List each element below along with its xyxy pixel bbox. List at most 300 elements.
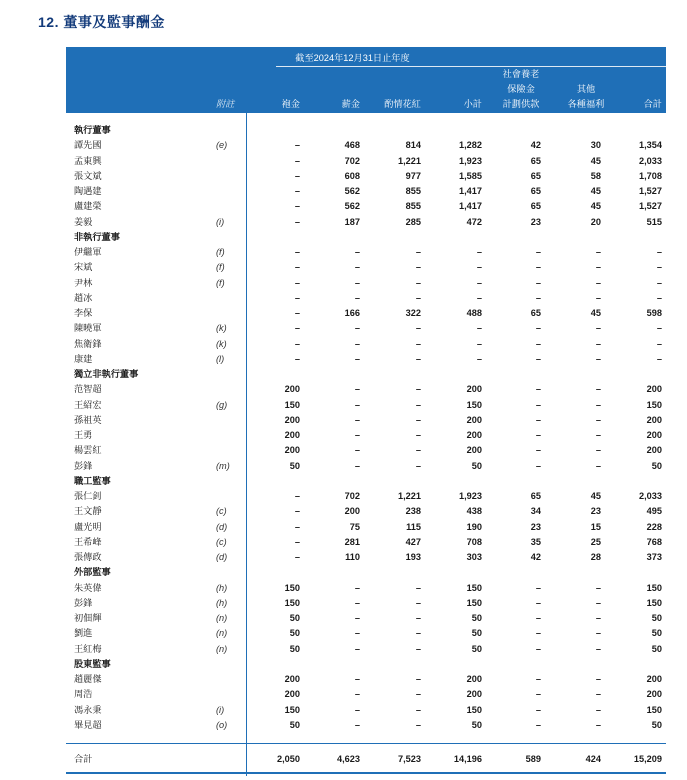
table-row <box>66 703 666 718</box>
value-cell: 1,708 <box>639 170 662 181</box>
col-total-header: 合計 <box>643 99 662 109</box>
value-cell: 50 <box>651 460 662 471</box>
person-name: 楊雲紅 <box>74 445 102 456</box>
value-cell: 238 <box>405 506 421 517</box>
value-cell: – <box>354 704 360 715</box>
person-name: 彭鋒 <box>74 597 93 608</box>
value-cell: 200 <box>466 445 482 456</box>
value-cell: 45 <box>590 491 601 501</box>
person-name: 伊繼軍 <box>74 247 102 257</box>
value-cell: – <box>415 353 421 364</box>
value-cell: 42 <box>530 552 541 562</box>
value-cell: – <box>415 384 421 395</box>
value-cell: 30 <box>590 140 601 151</box>
value-cell: – <box>294 216 300 227</box>
table-row <box>66 291 666 306</box>
value-cell: 1,282 <box>459 140 482 151</box>
section-heading: 職工監事 <box>74 475 111 486</box>
value-cell: 1,585 <box>459 170 482 181</box>
value-cell: – <box>535 384 541 395</box>
person-name: 康建 <box>74 353 93 364</box>
person-name: 朱英偉 <box>74 582 102 593</box>
table-header <box>66 47 666 113</box>
section-heading-row <box>66 367 666 382</box>
value-cell: – <box>656 277 662 288</box>
value-cell: 50 <box>289 643 300 654</box>
value-cell: – <box>294 140 300 151</box>
value-cell: – <box>595 643 601 654</box>
value-cell: 150 <box>284 597 300 608</box>
value-cell: 50 <box>289 460 300 471</box>
value-cell: – <box>476 247 482 257</box>
value-cell: 150 <box>466 399 482 410</box>
person-name: 王希峰 <box>74 536 102 547</box>
note-ref: (n) <box>216 643 228 654</box>
value-cell: 562 <box>344 201 360 212</box>
value-cell: – <box>294 308 300 318</box>
value-cell: 285 <box>405 216 421 227</box>
value-cell: 2,033 <box>639 155 662 166</box>
value-cell: 150 <box>284 704 300 715</box>
total-row <box>66 752 666 767</box>
value-cell: – <box>595 247 601 257</box>
value-cell: – <box>595 704 601 715</box>
person-name: 趙麗傑 <box>74 674 102 684</box>
table-row <box>66 382 666 397</box>
table-row <box>66 276 666 291</box>
table-row <box>66 626 666 641</box>
note-ref: (f) <box>216 262 225 273</box>
period-heading: 截至2024年12月31日止年度 <box>295 53 410 63</box>
value-cell: 45 <box>590 155 601 166</box>
value-cell: – <box>294 201 300 212</box>
value-cell: – <box>535 689 541 700</box>
value-cell: – <box>535 582 541 593</box>
value-cell: 50 <box>471 628 482 639</box>
table-row <box>66 306 666 321</box>
value-cell: 438 <box>466 506 482 517</box>
value-cell: 50 <box>471 719 482 730</box>
value-cell: – <box>595 338 601 349</box>
note-ref: (d) <box>216 552 228 562</box>
value-cell: – <box>535 597 541 608</box>
value-cell: 488 <box>466 308 482 318</box>
value-cell: – <box>294 491 300 501</box>
value-cell: – <box>354 384 360 395</box>
value-cell: – <box>415 643 421 654</box>
table-row <box>66 687 666 702</box>
value-cell: 200 <box>646 430 662 440</box>
value-cell: – <box>354 689 360 700</box>
value-cell: 150 <box>466 597 482 608</box>
value-cell: 23 <box>530 216 541 227</box>
value-cell: 598 <box>646 308 662 318</box>
value-cell: – <box>354 445 360 456</box>
value-cell: 1,923 <box>459 491 482 501</box>
value-cell: – <box>476 323 482 334</box>
value-cell: 562 <box>344 186 360 196</box>
section-heading-row <box>66 123 666 138</box>
value-cell: 495 <box>646 506 662 517</box>
value-cell: – <box>415 582 421 593</box>
person-name: 張文斌 <box>74 170 102 181</box>
value-cell: 50 <box>651 628 662 639</box>
table-row <box>66 504 666 519</box>
note-ref: (f) <box>216 247 225 257</box>
value-cell: 45 <box>590 186 601 196</box>
value-cell: 50 <box>289 613 300 623</box>
total-rule-top <box>66 743 666 744</box>
value-cell: 150 <box>284 399 300 410</box>
value-cell: 708 <box>466 536 482 547</box>
table-row <box>66 245 666 260</box>
col-pension-header-2: 保險金 <box>507 84 535 94</box>
value-cell: – <box>415 719 421 730</box>
section-heading-row <box>66 565 666 580</box>
value-cell: – <box>656 262 662 273</box>
value-cell: – <box>595 262 601 273</box>
value-cell: 200 <box>284 674 300 684</box>
value-cell: – <box>294 292 300 303</box>
value-cell: 65 <box>530 186 541 196</box>
table-row <box>66 520 666 535</box>
value-cell: 200 <box>466 674 482 684</box>
value-cell: – <box>415 292 421 303</box>
value-cell: 50 <box>471 643 482 654</box>
value-cell: 1,354 <box>639 140 662 151</box>
section-heading: 外部監事 <box>74 567 111 578</box>
value-cell: – <box>595 277 601 288</box>
value-cell: 50 <box>471 460 482 471</box>
col-benefits-header-1: 其他 <box>576 84 596 94</box>
value-cell: – <box>595 323 601 334</box>
value-cell: 45 <box>590 201 601 212</box>
value-cell: – <box>476 292 482 303</box>
note-ref: (n) <box>216 628 228 639</box>
value-cell: – <box>415 414 421 425</box>
value-cell: – <box>595 445 601 456</box>
total-cell: 2,050 <box>277 754 300 764</box>
section-heading-row <box>66 657 666 672</box>
person-name: 趙冰 <box>74 292 93 303</box>
note-ref: (i) <box>216 704 225 715</box>
value-cell: – <box>354 262 360 273</box>
note-ref: (m) <box>216 460 230 471</box>
value-cell: – <box>595 674 601 684</box>
value-cell: – <box>415 628 421 639</box>
value-cell: – <box>476 338 482 349</box>
table-row <box>66 581 666 596</box>
section-heading: 獨立非執行董事 <box>74 369 139 379</box>
value-cell: – <box>595 353 601 364</box>
table-row <box>66 169 666 184</box>
table-row <box>66 352 666 367</box>
col-fees-header: 袍金 <box>281 99 300 109</box>
value-cell: – <box>535 247 541 257</box>
value-cell: – <box>354 643 360 654</box>
value-cell: – <box>294 155 300 166</box>
person-name: 馮永秉 <box>74 704 102 715</box>
note-ref: (c) <box>216 506 227 517</box>
value-cell: – <box>535 719 541 730</box>
value-cell: – <box>656 247 662 257</box>
value-cell: 50 <box>289 719 300 730</box>
person-name: 盧建榮 <box>74 201 102 212</box>
value-cell: 35 <box>530 536 541 547</box>
value-cell: 193 <box>405 552 421 562</box>
value-cell: – <box>294 323 300 334</box>
value-cell: – <box>656 323 662 334</box>
value-cell: 1,923 <box>459 155 482 166</box>
value-cell: – <box>354 613 360 623</box>
value-cell: 150 <box>284 582 300 593</box>
value-cell: – <box>535 628 541 639</box>
person-name: 張傳政 <box>74 552 102 562</box>
person-name: 王勇 <box>74 430 93 440</box>
value-cell: – <box>294 552 300 562</box>
person-name: 盧光明 <box>74 521 102 532</box>
col-bonus-header: 酌情花紅 <box>384 99 421 109</box>
value-cell: – <box>415 338 421 349</box>
section-heading: 執行董事 <box>74 125 111 135</box>
col-subtotal-header: 小計 <box>463 99 482 109</box>
value-cell: – <box>354 338 360 349</box>
note-ref: (g) <box>216 399 228 410</box>
table-row <box>66 260 666 275</box>
table-row <box>66 154 666 169</box>
value-cell: – <box>415 277 421 288</box>
value-cell: 1,527 <box>639 186 662 196</box>
value-cell: – <box>294 353 300 364</box>
table-row <box>66 443 666 458</box>
value-cell: 702 <box>344 491 360 501</box>
value-cell: 468 <box>344 140 360 151</box>
value-cell: 23 <box>590 506 601 517</box>
value-cell: 2,033 <box>639 491 662 501</box>
value-cell: – <box>415 445 421 456</box>
value-cell: – <box>595 597 601 608</box>
value-cell: 45 <box>590 308 601 318</box>
value-cell: 110 <box>345 552 360 562</box>
value-cell: 166 <box>344 308 360 318</box>
value-cell: – <box>354 597 360 608</box>
table-row <box>66 184 666 199</box>
value-cell: 58 <box>590 170 601 181</box>
total-cell: 4,623 <box>337 754 360 764</box>
table-row <box>66 596 666 611</box>
value-cell: 1,417 <box>459 186 482 196</box>
value-cell: 25 <box>590 536 601 547</box>
note-ref: (h) <box>216 597 228 608</box>
note-ref: (l) <box>216 353 225 364</box>
table-row <box>66 337 666 352</box>
value-cell: – <box>595 399 601 410</box>
value-cell: – <box>595 292 601 303</box>
value-cell: – <box>535 704 541 715</box>
value-cell: 65 <box>530 308 541 318</box>
note-ref: (c) <box>216 536 227 547</box>
value-cell: – <box>415 323 421 334</box>
value-cell: 281 <box>344 536 360 547</box>
value-cell: – <box>415 460 421 471</box>
person-name: 王文靜 <box>74 506 102 517</box>
note-ref: (n) <box>216 613 228 623</box>
value-cell: 190 <box>466 521 482 532</box>
period-divider <box>276 66 687 67</box>
value-cell: 150 <box>466 704 482 715</box>
value-cell: 608 <box>344 170 360 181</box>
value-cell: 200 <box>646 384 662 395</box>
value-cell: 187 <box>344 216 360 227</box>
value-cell: 200 <box>284 430 300 440</box>
value-cell: 65 <box>530 170 541 181</box>
note-ref: (e) <box>216 140 228 151</box>
value-cell: – <box>294 186 300 196</box>
value-cell: 200 <box>466 384 482 395</box>
value-cell: – <box>354 292 360 303</box>
note-ref: (f) <box>216 277 225 288</box>
person-name: 陶遇建 <box>74 186 102 196</box>
person-name: 孫祖英 <box>74 414 102 425</box>
value-cell: – <box>595 628 601 639</box>
total-cell: 14,196 <box>453 754 482 764</box>
value-cell: – <box>656 292 662 303</box>
total-cell: 424 <box>585 754 601 764</box>
value-cell: 200 <box>284 384 300 395</box>
value-cell: – <box>294 536 300 547</box>
value-cell: 200 <box>466 430 482 440</box>
value-cell: – <box>294 262 300 273</box>
value-cell: – <box>354 628 360 639</box>
value-cell: – <box>656 353 662 364</box>
value-cell: – <box>294 506 300 517</box>
value-cell: – <box>535 460 541 471</box>
value-cell: 150 <box>466 582 482 593</box>
value-cell: 150 <box>646 399 662 410</box>
value-cell: – <box>535 674 541 684</box>
person-name: 姜毅 <box>74 216 93 227</box>
value-cell: 200 <box>466 689 482 700</box>
value-cell: – <box>294 338 300 349</box>
value-cell: 115 <box>406 521 421 532</box>
value-cell: – <box>415 597 421 608</box>
value-cell: 1,221 <box>398 491 421 501</box>
value-cell: – <box>294 521 300 532</box>
value-cell: 34 <box>530 506 541 517</box>
person-name: 譚先國 <box>74 140 102 151</box>
value-cell: 200 <box>284 689 300 700</box>
col-benefits-header-2: 各種福利 <box>567 99 605 109</box>
person-name: 王紹宏 <box>74 399 102 410</box>
value-cell: 42 <box>530 140 541 151</box>
person-name: 彭鋒 <box>74 460 93 471</box>
value-cell: 200 <box>646 414 662 425</box>
person-name: 張仁釗 <box>74 491 102 501</box>
value-cell: – <box>595 414 601 425</box>
value-cell: 1,221 <box>398 155 421 166</box>
value-cell: – <box>535 323 541 334</box>
value-cell: 65 <box>530 155 541 166</box>
value-cell: – <box>354 719 360 730</box>
note-ref: (k) <box>216 323 227 334</box>
value-cell: – <box>535 338 541 349</box>
table-row <box>66 428 666 443</box>
table-row <box>66 459 666 474</box>
value-cell: – <box>535 445 541 456</box>
value-cell: – <box>415 613 421 623</box>
value-cell: – <box>354 414 360 425</box>
value-cell: – <box>354 399 360 410</box>
value-cell: – <box>595 613 601 623</box>
value-cell: 200 <box>284 414 300 425</box>
table-row <box>66 413 666 428</box>
page-title: 12. 董事及監事酬金 <box>38 14 165 30</box>
table-row <box>66 215 666 230</box>
person-name: 王紅梅 <box>74 643 102 654</box>
value-cell: 977 <box>405 170 421 181</box>
value-cell: 303 <box>466 552 482 562</box>
value-cell: 150 <box>646 704 662 715</box>
person-name: 范智超 <box>74 384 102 395</box>
value-cell: – <box>535 277 541 288</box>
value-cell: 50 <box>651 613 662 623</box>
table-row <box>66 535 666 550</box>
note-ref: (i) <box>216 216 225 227</box>
value-cell: 50 <box>289 628 300 639</box>
col-pension-header-3: 計劃供款 <box>502 99 540 109</box>
value-cell: – <box>595 460 601 471</box>
value-cell: – <box>354 674 360 684</box>
value-cell: – <box>415 704 421 715</box>
note-ref: (d) <box>216 521 228 532</box>
total-cell: 589 <box>525 754 541 764</box>
value-cell: 200 <box>344 506 360 517</box>
value-cell: – <box>354 353 360 364</box>
value-cell: – <box>535 262 541 273</box>
person-name: 周浩 <box>74 689 93 700</box>
value-cell: – <box>535 353 541 364</box>
col-salary-header: 薪金 <box>341 99 360 109</box>
value-cell: – <box>595 582 601 593</box>
value-cell: 855 <box>405 201 421 212</box>
value-cell: – <box>476 262 482 273</box>
value-cell: – <box>354 277 360 288</box>
value-cell: 1,417 <box>459 201 482 212</box>
value-cell: 322 <box>405 308 421 318</box>
value-cell: 15 <box>590 521 601 532</box>
value-cell: – <box>535 430 541 440</box>
total-cell: 15,209 <box>633 754 662 764</box>
col-pension-header-1: 社會養老 <box>502 69 540 79</box>
value-cell: 228 <box>646 521 662 532</box>
value-cell: – <box>354 582 360 593</box>
value-cell: 65 <box>530 491 541 501</box>
value-cell: 702 <box>344 155 360 166</box>
section-heading: 非執行董事 <box>74 231 120 242</box>
table-row <box>66 489 666 504</box>
person-name: 宋斌 <box>74 262 93 273</box>
total-rule-bottom <box>66 772 666 774</box>
value-cell: – <box>415 262 421 273</box>
table-row <box>66 611 666 626</box>
value-cell: – <box>595 719 601 730</box>
value-cell: 50 <box>651 719 662 730</box>
value-cell: – <box>595 384 601 395</box>
value-cell: 515 <box>646 216 662 227</box>
value-cell: – <box>415 689 421 700</box>
section-heading-row <box>66 474 666 489</box>
value-cell: – <box>415 247 421 257</box>
